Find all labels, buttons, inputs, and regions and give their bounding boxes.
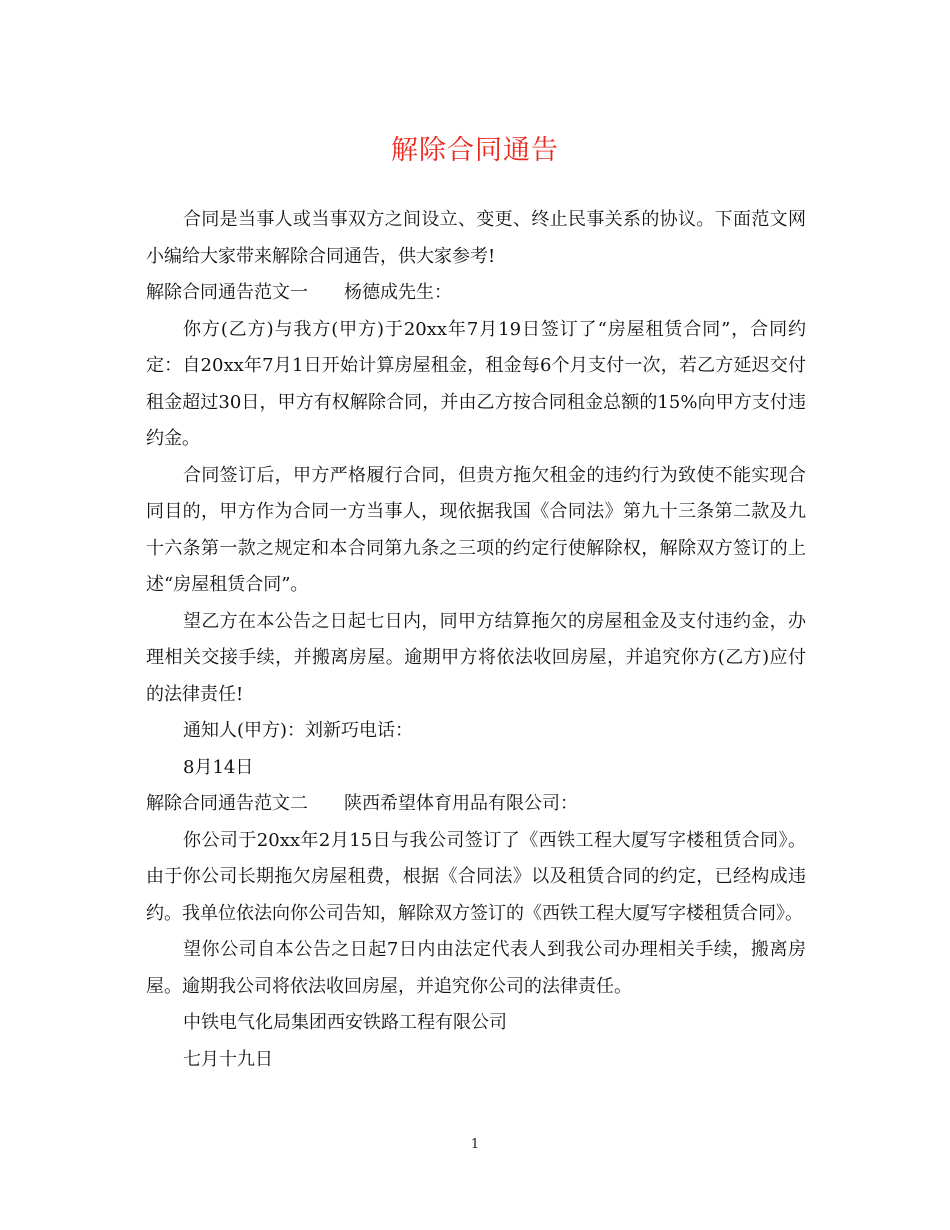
sample2-heading-line: [146, 786, 806, 823]
sample1-heading-line: [146, 275, 806, 312]
page-number: 1: [470, 1137, 480, 1152]
sample2-paragraph-1: 你公司于20xx年2月15日与我公司签订了《西铁工程大厦写字楼租赁合同》。由于你公司长期拖欠房屋租费，根据《合同法》以及租赁合同的约定，已经构成违约。我单位依法向你公司告知，解除双方签订的《西铁工程大厦写字楼租赁合同》。: [146, 829, 806, 924]
sample1-paragraph-3: 望乙方在本公告之日起七日内，同甲方结算拖欠的房屋租金及支付违约金，办理相关交接手续，并搬离房屋。逾期甲方将依法收回房屋，并追究你方(乙方)应付的法律责任!: [146, 610, 806, 705]
sample1-paragraph-2: 合同签订后，甲方严格履行合同，但贵方拖欠租金的违约行为致使不能实现合同目的，甲方作为合同一方当事人，现依据我国《合同法》第九十三条第二款及九十六条第一款之规定和本合同第九条之三项的约定行使解除权，解除双方签订的上述“房屋租赁合同”。: [146, 464, 806, 595]
sample2-signature: 中铁电气化局集团西安铁路工程有限公司: [183, 1012, 507, 1033]
sample2-heading: 解除合同通告范文二: [146, 793, 308, 814]
sample2-paragraph-2: 望你公司自本公告之日起7日内由法定代表人到我公司办理相关手续，搬离房屋。逾期我公司将依法收回房屋，并追究你公司的法律责任。: [146, 939, 806, 997]
sample1-date: 8月14日: [183, 756, 254, 778]
sample1-heading: 解除合同通告范文一: [146, 282, 308, 303]
document-body: [146, 202, 806, 1078]
sample1-paragraph-1: 你方(乙方)与我方(甲方)于20xx年7月19日签订了“房屋租赁合同”，合同约定：自20xx年7月1日开始计算房屋租金，租金每6个月支付一次，若乙方延迟交付租金超过30日，甲方有权解除合同，并由乙方按合同租金总额的15%向甲方支付违约金。: [146, 318, 806, 449]
sample2-date: 七月十九日: [183, 1048, 273, 1070]
intro-paragraph: 合同是当事人或当事双方之间设立、变更、终止民事关系的协议。下面范文网小编给大家带来解除合同通告，供大家参考!: [146, 209, 806, 267]
document-title: 解除合同通告: [391, 135, 559, 166]
sample1-addressee: 杨德成先生：: [344, 282, 452, 303]
sample2-addressee: 陕西希望体育用品有限公司：: [344, 793, 578, 814]
sample1-notifier: 通知人(甲方)：刘新巧电话：: [183, 720, 414, 741]
